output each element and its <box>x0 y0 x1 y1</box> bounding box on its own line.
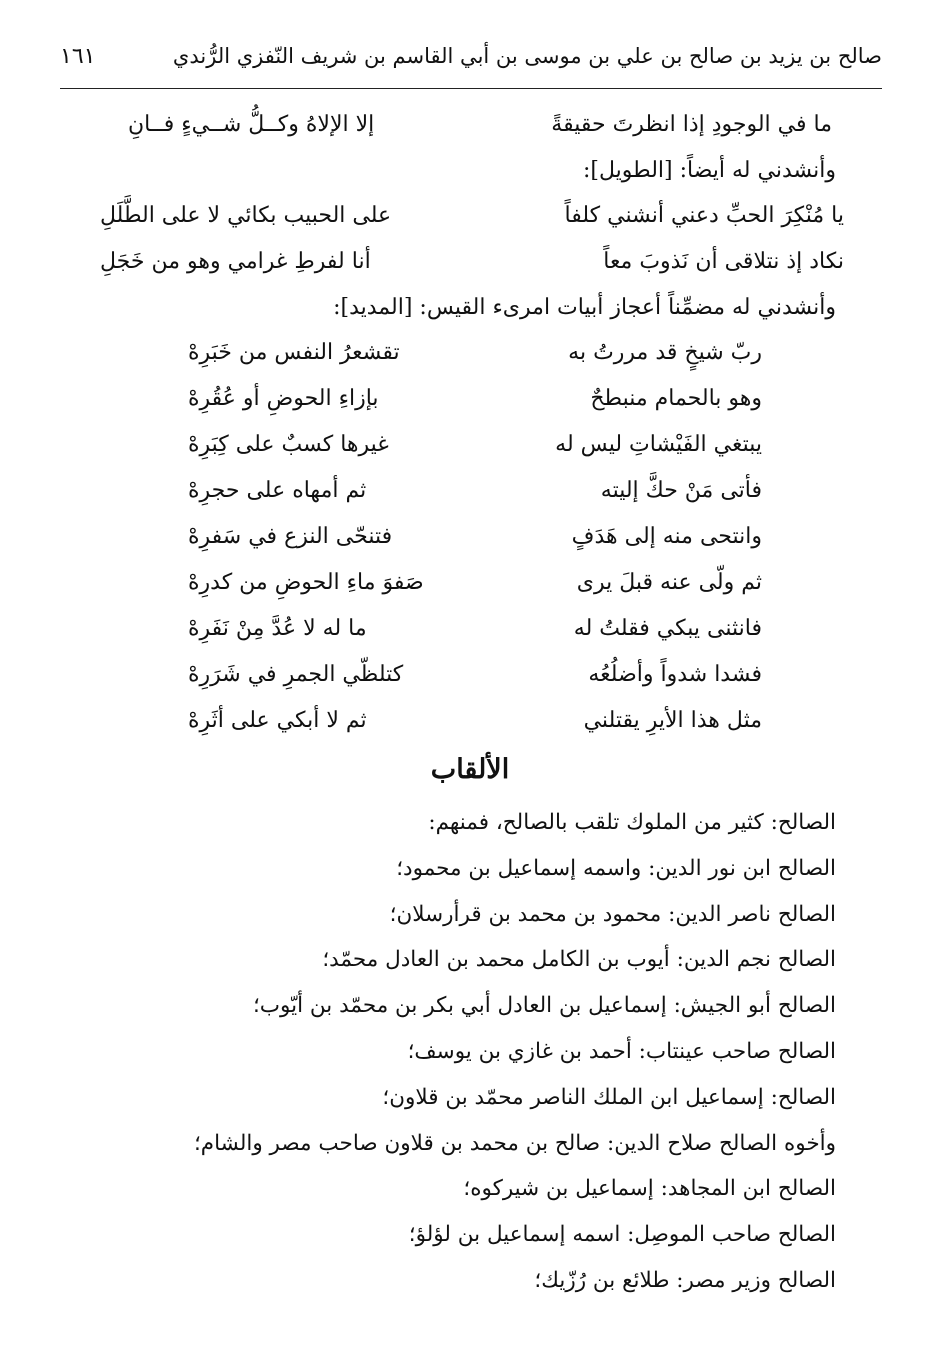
verse-line <box>188 616 762 656</box>
list-item: الصالح صاحب عينتاب: أحمد بن غازي بن يوسف؛ <box>407 1038 836 1064</box>
verse-line <box>188 570 762 610</box>
verse-first-hemistich: ربّ شيخٍ قد مررتُ به <box>568 340 762 365</box>
page-header <box>60 34 882 86</box>
verse-first-hemistich: فشدا شدواً وأضلُعُه <box>588 662 762 687</box>
verse-line <box>188 524 762 564</box>
list-item: وأخوه الصالح صلاح الدين: صالح بن محمد بن قلاون صاحب مصر والشام؛ <box>193 1130 836 1156</box>
verse-intro: وأنشدني له أيضاً: [الطويل]: <box>583 158 836 183</box>
list-item: الصالح ابن المجاهد: إسماعيل بن شيركوه؛ <box>463 1176 836 1202</box>
list-item: الصالح ابن نور الدين: واسمه إسماعيل بن محمود؛ <box>396 855 836 881</box>
verse-second-hemistich: كتلظّي الجمرِ في شَرَرِهْ <box>188 662 404 687</box>
page-number: ١٦١ <box>60 44 96 69</box>
verse-second-hemistich: ثم لا أبكي على أثَرِهْ <box>188 708 367 733</box>
verse-second-hemistich: أنا لفرطِ غرامي وهو من خَجَلِ <box>100 249 371 274</box>
verse-first-hemistich: يا مُنْكِرَ الحبِّ دعني أنشني كلفاً <box>564 203 844 228</box>
list-item: الصالح صاحب الموصِل: اسمه إسماعيل بن لؤلؤ؛ <box>408 1222 836 1248</box>
verse-line <box>100 249 844 289</box>
verse-line <box>188 340 762 380</box>
verse-second-hemistich: ما له لا عُدَّ مِنْ نَفَرِهْ <box>188 616 367 641</box>
verse-first-hemistich: فأتى مَنْ حكَّ إليته <box>600 478 762 503</box>
verse-line <box>188 386 762 426</box>
verse-first-hemistich: مثل هذا الأيرِ يقتلني <box>583 708 762 733</box>
list-item: الصالح وزير مصر: طلائع بن رُزّيك؛ <box>534 1267 836 1293</box>
verse-first-hemistich: يبتغي الفَيْشاتِ ليس له <box>555 432 762 457</box>
list-item: الصالح: إسماعيل ابن الملك الناصر محمّد بن قلاون؛ <box>382 1084 836 1110</box>
list-item: الصالح أبو الجيش: إسماعيل بن العادل أبي بكر بن محمّد بن أيّوب؛ <box>252 993 836 1019</box>
verse-line <box>128 112 832 152</box>
verse-line <box>188 662 762 702</box>
verse-line <box>188 708 762 748</box>
section-heading: الألقاب <box>430 754 510 785</box>
header-divider <box>60 88 882 89</box>
verse-second-hemistich: تقشعرُ النفس من خَبَرِهْ <box>188 340 400 365</box>
verse-first-hemistich: فانثنى يبكي فقلتُ له <box>573 616 762 641</box>
verse-first-hemistich: وهو بالحمام منبطحٌ <box>590 386 762 411</box>
verse-second-hemistich: بإزاءِ الحوضِ أو عُقُرِهْ <box>188 386 379 411</box>
list-item: الصالح نجم الدين: أيوب بن الكامل محمد بن العادل محمّد؛ <box>322 947 836 973</box>
verse-first-hemistich: ثم ولّى عنه قبلَ يرى <box>576 570 762 595</box>
verse-first-hemistich: ما في الوجودِ إذا انظرتَ حقيقةً <box>551 112 832 137</box>
verse-second-hemistich: غيرها كسبٌ على كِبَرِهْ <box>188 432 389 457</box>
verse-first-hemistich: نكاد إذ نتلاقى أن نَذوبَ معاً <box>603 249 844 274</box>
verse-second-hemistich: ثم أمهاه على حجرِهْ <box>188 478 367 503</box>
verse-first-hemistich: وانتحى منه إلى هَدَفٍ <box>571 524 762 549</box>
verse-second-hemistich: فتنحّى النزع في سَفرِهْ <box>188 524 393 549</box>
verse-line <box>188 432 762 472</box>
verse-second-hemistich: صَفوَ ماءِ الحوضِ من كدرِهْ <box>188 570 424 595</box>
verse-intro: وأنشدني له مضمِّناً أعجاز أبيات امرىء القيس: [المديد]: <box>333 295 836 320</box>
laqab-list <box>60 800 836 1304</box>
verse-second-hemistich: إلا الإلاهُ وكــلُّ شــيءٍ فــانِ <box>128 112 375 137</box>
verse-line <box>188 478 762 518</box>
list-item: الصالح: كثير من الملوك تلقب بالصالح، فمنهم: <box>428 810 836 835</box>
verse-line <box>100 203 844 243</box>
verse-second-hemistich: على الحبيب بكائي لا على الطَّلَلِ <box>100 203 392 228</box>
list-item: الصالح ناصر الدين: محمود بن محمد بن قرأرسلان؛ <box>389 901 836 927</box>
running-title: صالح بن يزيد بن صالح بن علي بن موسى بن أبي القاسم بن شريف النّفزي الرُّندي <box>172 44 882 68</box>
